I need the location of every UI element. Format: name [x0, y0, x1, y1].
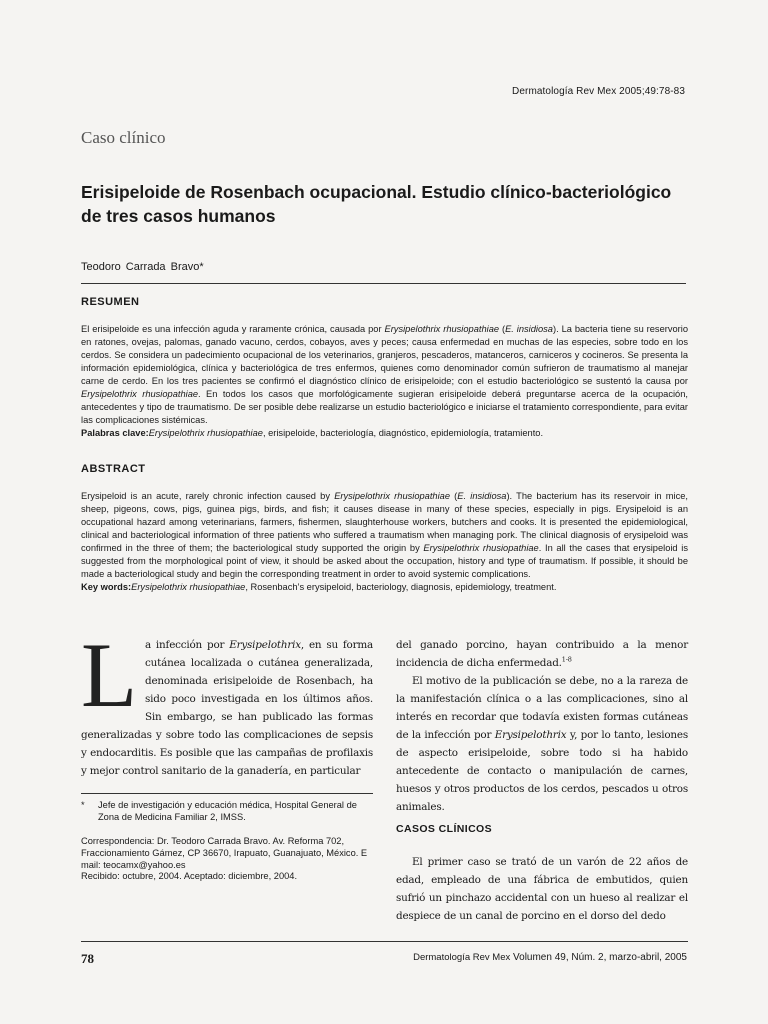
resumen-heading: RESUMEN	[81, 296, 140, 308]
page-number: 78	[81, 951, 94, 966]
author-line: Teodoro Carrada Bravo*	[81, 261, 204, 273]
footnote-affiliation: * Jefe de investigación y educación médica, Hospital General de Zona de Medicina Familiar 2, IMSS.	[81, 800, 357, 822]
section-type-label: Caso clínico	[81, 128, 166, 147]
casos-paragraph: El primer caso se trató de un varón de 22 años de edad, empleado de una fábrica de embutidos, quien sufrió un pinchazo accidental con un hueso al realizar el despiece de un canal de porcino en el dorso del dedo	[396, 856, 688, 922]
abstract-heading: ABSTRACT	[81, 463, 146, 475]
casos-clinicos-heading: CASOS CLÍNICOS	[396, 823, 493, 835]
motive-paragraph: El motivo de la publicación se debe, no a la rareza de la manifestación clínica o a las complicaciones, sino al interés en recordar que todavía existen formas cutáneas de la infección por Erysipelothrix y, por lo tanto, lesiones de aspecto erisipeloide, sobre todo si ha habido antecedente de contacto o manipulación de carnes, huesos y otros productos de los cerdos, pescados u otros animales.	[396, 675, 688, 813]
footer-journal-issue: Dermatología Rev Mex Volumen 49, Núm. 2, marzo-abril, 2005	[413, 952, 687, 963]
footnote-divider	[81, 793, 373, 794]
body-column-right	[396, 636, 688, 816]
header-divider	[81, 283, 686, 284]
resumen-keywords-label: Palabras clave:	[81, 428, 149, 438]
abstract-text: Erysipeloid is an acute, rarely chronic infection caused by Erysipelothrix rhusiopathiae (E. insidiosa). The bacterium has its reservoir in mice, sheep, pigeons, cows, pigs, guinea pigs, birds, and fish; it causes disease in many of these species, especially in pigs. Erysipeloid is an occupational hazard among veterinarians, farmers, fishermen, slaughterhouse workers, butchers and cooks. It is presented the epidemiological, clinical and bacteriological information of three patients who suffered a traumatism when managing pork. The clinical diagnosis of erysipeloid was confirmed in the three of them; the bacteriological study supported the origin by Erysipelothrix rhusiopathiae. In all the cases that erysipeloid is suggested from the morphological point of view, it should be asked about the occupation, history and type of traumatism. If possible, it should be made a bacteriological study and begin the corresponding treatment in order to avoid systemic complications. Key words:Erysipelothrix rhusiopathiae, Rosenbach’s erysipeloid, bacteriology, diagnosis, epidemiology, treatment.	[81, 491, 689, 592]
journal-citation: Dermatología Rev Mex 2005;49:78-83	[512, 86, 685, 97]
footnote-dates: Recibido: octubre, 2004. Aceptado: diciembre, 2004.	[81, 871, 298, 881]
footnote-correspondence: Correspondencia: Dr. Teodoro Carrada Bravo. Av. Reforma 702, Fraccionamiento Gámez, CP 36670, Irapuato, Guanajuato, México. E mail: teocamx@yahoo.es	[81, 836, 368, 870]
body-column-left: La infección por Erysipelothrix, en su forma cutánea localizada o cutánea generalizada, denominada erisipeloide de Rosenbach, ha sido poco investigada en los últimos años. Sin embargo, se han publicado las formas generalizadas y sobre todo las complicaciones de sepsis y endocarditis. Es posible que las campañas de profilaxis y mejor control sanitario de la ganadería, en particular	[81, 624, 374, 777]
drop-cap: L	[81, 624, 137, 726]
article-title: Erisipeloide de Rosenbach ocupacional. Estudio clínico-bacteriológico de tres casos humanos	[81, 182, 672, 226]
abstract-keywords-label: Key words:	[81, 582, 132, 592]
intro-paragraph-cont: del ganado porcino, hayan contribuido a la menor incidencia de dicha enfermedad.$^{1-8}$	[396, 639, 688, 669]
resumen-text: El erisipeloide es una infección aguda y raramente crónica, causada por Erysipelothrix rhusiopathiae (E. insidiosa). La bacteria tiene su reservorio en ratones, ovejas, palomas, ganado vacuno, cerdos, cobayos, aves y peces; causa enfermedad en muchas de las especies, sobre todo en los cerdos. Se considera un padecimiento ocupacional de los veterinarios, granjeros, pescaderos, matanceros, carniceros y cocineros. Se presenta la información epidemiológica, clínica y bacteriológica de tres enfermos, quienes como denominador común sufrieron de traumatismo al manejar carne de cerdo. En los tres pacientes se confirmó el diagnóstico clínico de erisipeloide; con el estudio bacteriológico se sustentó la causa por Erysipelothrix rhusiopathiae. En todos los casos que morfológicamente sugieran erisipeloide deberá preguntarse acerca de la ocupación, antecedentes y tipo de traumatismo. De ser posible debe realizarse un estudio bacteriológico e iniciarse el tratamiento correspondiente, para evitar las complicaciones sistémicas. Palabras clave:Erysipelothrix rhusiopathiae, erisipeloide, bacteriología, diagnóstico, epidemiología, tratamiento.	[81, 324, 688, 438]
footer-divider	[81, 941, 688, 942]
